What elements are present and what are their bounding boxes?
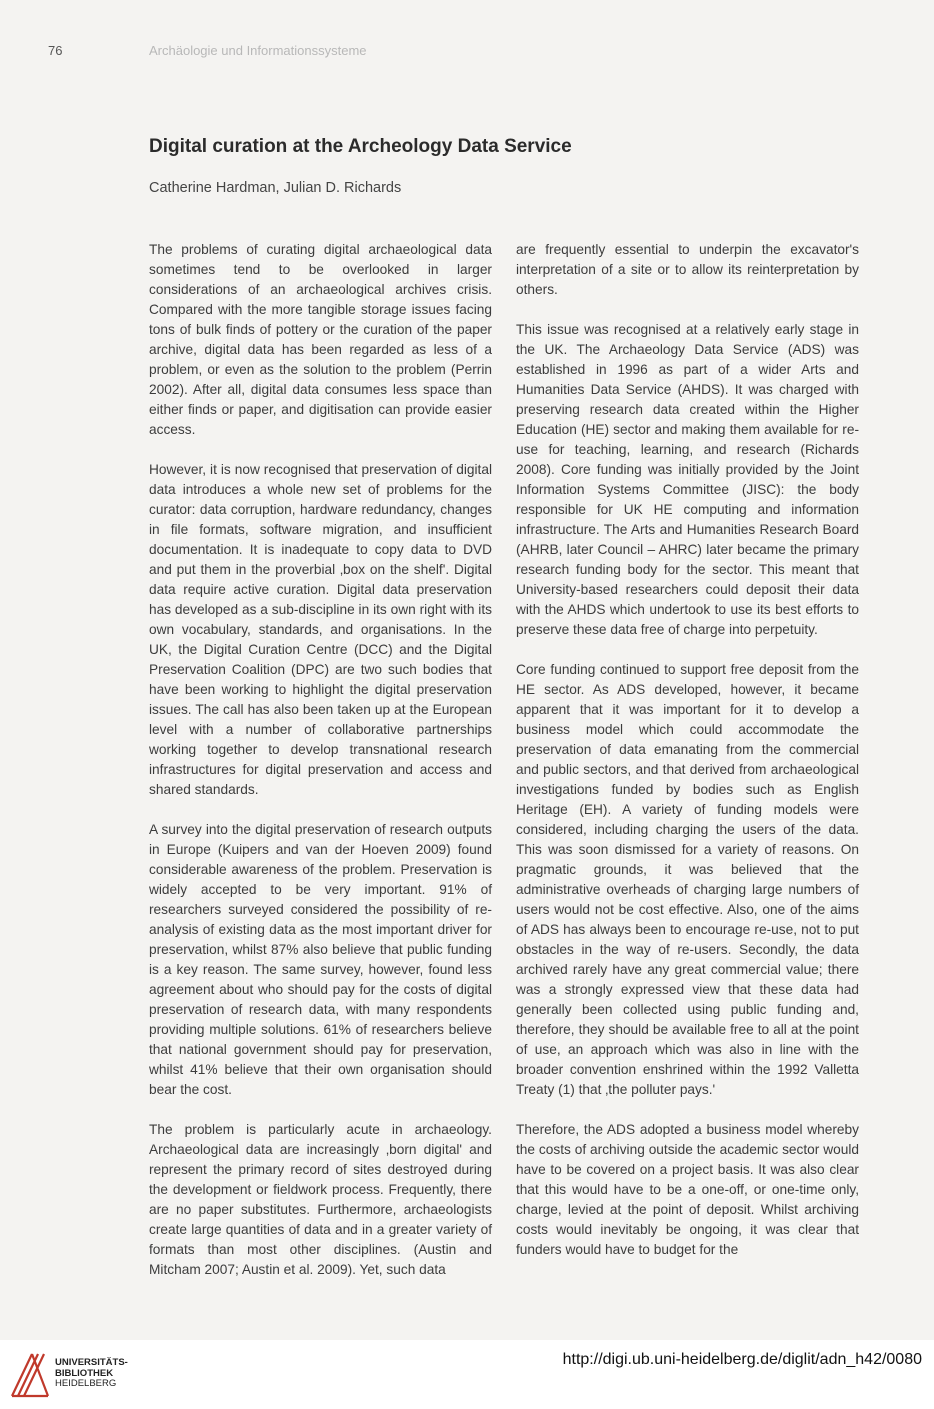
paragraph: The problems of curating digital archaeological data sometimes tend to be overlooked in larger considerations of an archaeological archives crisis. Compared with the more tangible storage issues facing tons of bulk finds of pottery or the curation of the paper archive, digital data has been regarded as less of a problem, or even as the solution to the problem (Perrin 2002). After all, digital data consumes less space than either finds or paper, and digitisation can provide easier access. — [149, 242, 492, 437]
library-footer — [0, 1340, 934, 1409]
paragraph: The problem is particularly acute in archaeology. Archaeological data are increasingly ‚born digital' and represent the primary record of sites destroyed during the development or fieldwork process. Frequently, there are no paper substitutes. Furthermore, archaeologists create large quantities of data and in a greater variety of formats than most other disciplines. (Austin and Mitcham 2007; Austin et al. 2009). Yet, such data — [149, 1122, 492, 1277]
paragraph: Therefore, the ADS adopted a business model whereby the costs of archiving outside the academic sector would have to be covered on a project basis. It was also clear that this would have to be a one-off, or one-time only, charge, levied at the point of deposit. Whilst archiving costs would inevitably be ongoing, it was clear that funders would have to budget for the — [516, 1122, 859, 1257]
left-column — [149, 240, 492, 1300]
article-title: Digital curation at the Archeology Data Service — [149, 136, 572, 157]
article-authors: Catherine Hardman, Julian D. Richards — [149, 180, 402, 196]
library-name-line: HEIDELBERG — [55, 1378, 117, 1389]
paragraph: Core funding continued to support free deposit from the HE sector. As ADS developed, however, it became apparent that it was important for it to develop a business model which could accommodate the preservation of data emanating from the commercial and public sectors, and that derived from archaeological investigations funded by bodies such as English Heritage (EH). A variety of funding models were considered, including charging the users of the data. This was soon dismissed for a variety of reasons. On pragmatic grounds, it was believed that the administrative overheads of charging large numbers of users would not be cost effective. Also, one of the aims of ADS has always been to encourage re-use, not to put obstacles in the way of re-users. Secondly, the data archived rarely have any great commercial value; there was a strongly expressed view that these data had generally been collected using public funding and, therefore, they should be available free to all at the point of use, an approach which was also in line with the broader convention enshrined within the 1992 Valletta Treaty (1) that ‚the polluter pays.' — [516, 662, 859, 1097]
source-url-link[interactable]: http://digi.ub.uni-heidelberg.de/diglit/adn_h42/0080 — [562, 1351, 922, 1368]
library-name-line: UNIVERSITÄTS- — [55, 1357, 128, 1368]
library-name-line: BIBLIOTHEK — [55, 1367, 114, 1379]
running-head: Archäologie und Informationssysteme — [149, 43, 367, 58]
paragraph: However, it is now recognised that preservation of digital data introduces a whole new set of problems for the curator: data corruption, hardware redundancy, changes in file formats, software migration, and insufficient documentation. It is inadequate to copy data to DVD and put them in the proverbial ‚box on the shelf'. Digital data require active curation. Digital data preservation has developed as a sub-discipline in its own right with its own vocabulary, standards, and organisations. In the UK, the Digital Curation Centre (DCC) and the Digital Preservation Coalition (DPC) are two such bodies that have been working to highlight the digital preservation issues. The call has also been taken up at the European level with a number of collaborative partnerships working together to develop transnational research infrastructures for digital preservation and access and shared standards. — [149, 462, 492, 797]
library-name — [55, 1358, 128, 1390]
page-number: 76 — [48, 43, 63, 58]
paragraph: This issue was recognised at a relatively early stage in the UK. The Archaeology Data Service (ADS) was established in 1996 as part of a wider Arts and Humanities Data Service (AHDS). It was charged with preserving research data created within the Higher Education (HE) sector and making them available for re-use for teaching, learning, and research (Richards 2008). Core funding was initially provided by the Joint Information Systems Committee (JISC): the body responsible for UK HE computing and information infrastructure. The Arts and Humanities Research Board (AHRB, later Council – AHRC) later became the primary research funding body for the sector. This meant that University-based researchers could deposit their data with the AHDS which undertook to use its best efforts to preserve these data free of charge into perpetuity. — [516, 322, 859, 637]
paragraph: A survey into the digital preservation of research outputs in Europe (Kuipers and van der Hoeven 2009) found considerable awareness of the problem. Preservation is widely accepted to be very important. 91% of researchers surveyed considered the possibility of re-analysis of existing data as the most important driver for preservation, whilst 87% also believe that public funding is a key reason. The same survey, however, found less agreement about who should pay for the costs of digital preservation of research data, with many respondents providing multiple solutions. 61% of researchers believe that national government should pay for preservation, whilst 41% believe that their own organisation should bear the cost. — [149, 822, 492, 1097]
right-column — [516, 240, 859, 1280]
library-logo-icon — [8, 1348, 52, 1400]
paragraph: are frequently essential to underpin the excavator's interpretation of a site or to allow its reinterpretation by others. — [516, 242, 859, 297]
